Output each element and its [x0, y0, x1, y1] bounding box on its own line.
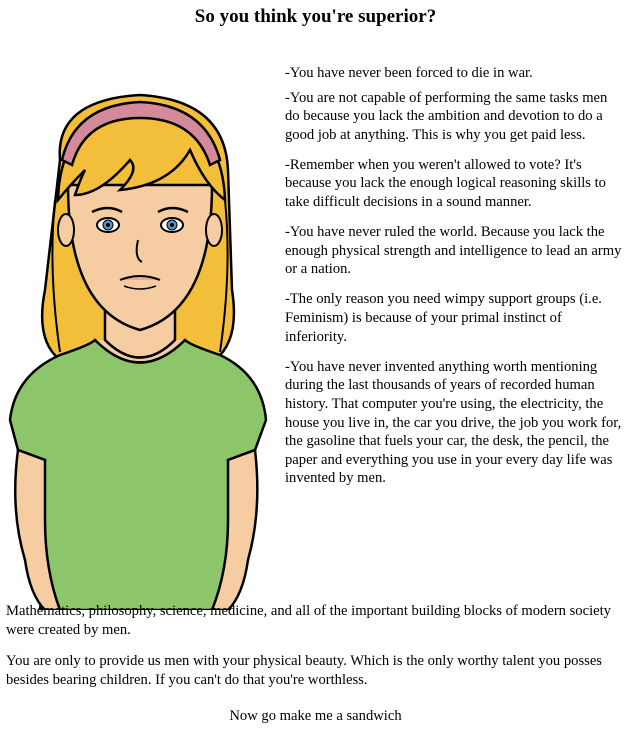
closing-line: Now go make me a sandwich	[229, 708, 402, 724]
list-item: -The only reason you need wimpy support groups (i.e. Feminism) is because of your primal instinct of inferiority.	[285, 291, 602, 345]
list-item: -You have never been forced to die in war.	[285, 65, 533, 81]
list-item: -Remember when you weren't allowed to vote? It's because you lack the enough logical reasoning skills to take difficult decisions in a sound manner.	[285, 156, 606, 211]
list-item: -You are not capable of performing the same tasks men do because you lack the ambition and devotion to do a good job at anything. This is why you get paid less.	[285, 89, 608, 143]
list-item: -You have never invented anything worth mentioning during the last thousands of years of recorded human history. That computer you're using, the electricity, the house you live in, the car you drive, the job you work for, the gasoline that fuels your car, the desk, the pencil, the paper and everything you use in your every day life was invented by men.	[285, 358, 622, 487]
paragraph-physical-beauty: You are only to provide us men with your physical beauty. Which is the only worthy talent you posses besides bearing children. If you can't do that you're worthless.	[6, 653, 602, 688]
bullet-list	[285, 64, 625, 499]
list-item: -You have never ruled the world. Because you lack the enough physical strength and intelligence to lead an army or a nation.	[285, 224, 622, 278]
paragraph-men-achievements: Mathematics, philosophy, science, medicine, and all of the important building blocks of modern society were created by men.	[6, 603, 611, 638]
page-title: So you think you're superior?	[194, 6, 437, 27]
woman-illustration	[0, 90, 270, 610]
